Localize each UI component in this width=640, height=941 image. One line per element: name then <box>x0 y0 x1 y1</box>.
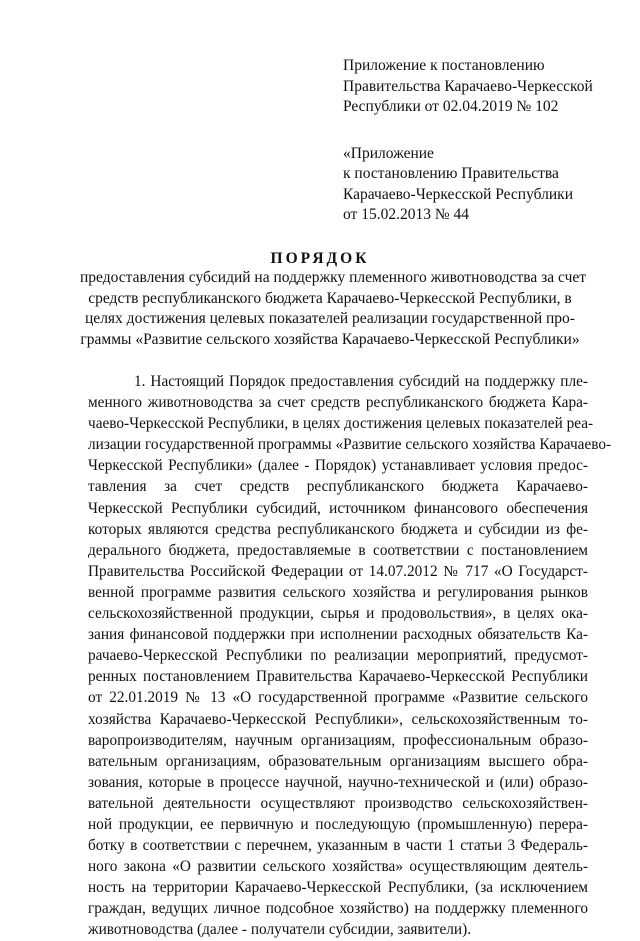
original-appendix-line: Карачаево-Черкесской Республики <box>343 185 573 203</box>
subtitle-line: граммы «Развитие сельского хозяйства Карачаево-Черкесской Республики» <box>80 330 580 348</box>
paragraph-line: тавления за счет средств республиканского бюджета Карачаево- <box>88 478 588 496</box>
paragraph-line: ность на территории Карачаево-Черкесской Республики, (за исключением <box>88 879 588 897</box>
paragraph-line: рачаево-Черкесской Республики по реализации мероприятий, предусмот- <box>88 647 588 665</box>
paragraph-line: граждан, ведущих личное подсобное хозяйство) на поддержку племенного <box>88 900 588 918</box>
paragraph-line: варопроизводителям, научным организациям, профессиональным образо- <box>88 731 588 749</box>
paragraph-line: менного животноводства за счет средств республиканского бюджета Кара- <box>88 394 588 412</box>
original-appendix-line: от 15.02.2013 № 44 <box>343 206 469 223</box>
approval-line: Приложение к постановлению <box>343 57 545 74</box>
paragraph-line: зания финансовой поддержки при исполнении расходных обязательств Ка- <box>88 626 588 644</box>
paragraph-line: зования, которые в процессе научной, научно-технической и (или) образо- <box>88 773 588 791</box>
approval-line: Правительства Карачаево-Черкесской <box>343 77 593 95</box>
subtitle-line: средств республиканского бюджета Карачаево-Черкесской Республики, в <box>88 289 572 307</box>
paragraph-line: сельскохозяйственной продукции, сырья и продовольствия», в целях ока- <box>88 605 588 623</box>
document-subtitle <box>80 268 587 350</box>
paragraph-line: 1. Настоящий Порядок предоставления субсидий на поддержку пле- <box>134 373 588 390</box>
paragraph-line: ренных постановлением Правительства Карачаево-Черкесской Республики <box>88 668 588 686</box>
paragraph-line: ного закона «О развитии сельского хозяйства» осуществляющим деятель- <box>88 858 588 876</box>
paragraph-line: чаево-Черкесской Республики, в целях достижения целевых показателей реа- <box>88 415 594 433</box>
original-appendix-line: к постановлению Правительства <box>343 165 559 182</box>
paragraph-line: хозяйства Карачаево-Черкесской Республики», сельскохозяйственным то- <box>88 710 588 728</box>
approval-line: Республики от 02.04.2019 № 102 <box>343 98 559 115</box>
paragraph-line: венной программе развития сельского хозяйства и регулирования рынков <box>88 583 588 601</box>
paragraph-line: Черкесской Республики» (далее - Порядок) устанавливает условия предос- <box>88 457 588 475</box>
approval-stamp-block <box>343 56 623 226</box>
subtitle-line: целях достижения целевых показателей реализации государственной про- <box>85 310 575 327</box>
paragraph-line: ной продукции, ее первичную и последующую (промышленную) перера- <box>88 815 588 833</box>
paragraph-line: животноводства (далее - получатели субсидии, заявители). <box>88 921 472 939</box>
paragraph-line: ботку в соответствии с перечнем, указанным в части 1 статьи 3 Федераль- <box>88 837 588 855</box>
original-appendix-line: «Приложение <box>343 144 434 162</box>
approval-gap <box>343 118 623 144</box>
document-title: ПОРЯДОК <box>270 250 370 267</box>
paragraph-line: вательным организациям, образовательным организациям высшего обра- <box>88 752 588 770</box>
paragraph-line: вательной деятельности осуществляют производство сельскохозяйствен- <box>88 794 588 812</box>
paragraph-line: которых являются средства республиканского бюджета и субсидии из фе- <box>88 520 588 538</box>
paragraph-line: от 22.01.2019 № 13 «О государственной программе «Развитие сельского <box>88 689 588 707</box>
paragraph-1 <box>88 371 612 941</box>
paragraph-line: дерального бюджета, предоставляемые в соответствии с постановлением <box>88 541 588 559</box>
paragraph-line: лизации государственной программы «Развитие сельского хозяйства Карачаево- <box>88 436 612 454</box>
paragraph-line: Черкесской Республики субсидий, источником финансового обеспечения <box>88 499 588 517</box>
paragraph-line: Правительства Российской Федерации от 14.07.2012 № 717 «О Государст- <box>88 562 588 580</box>
subtitle-line: предоставления субсидий на поддержку племенного животноводства за счет <box>80 269 587 286</box>
